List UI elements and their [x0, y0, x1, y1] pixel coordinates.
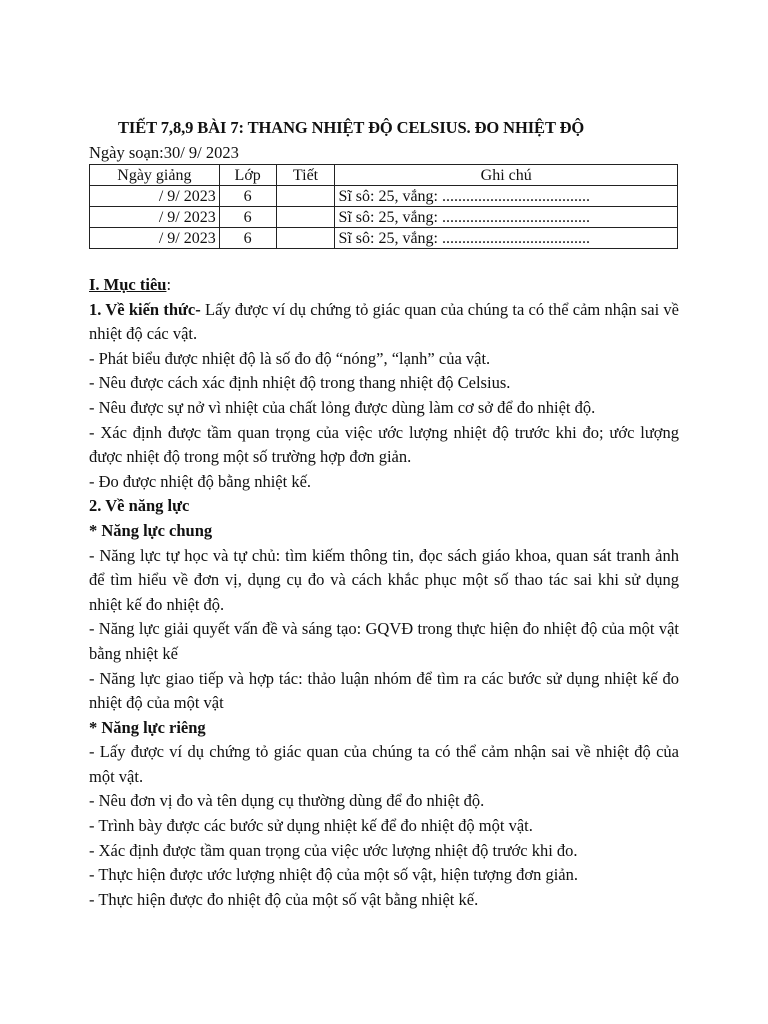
teaching-date-cell: / 9/ 2023: [90, 228, 220, 249]
list-item: - Xác định được tầm quan trọng của việc ước lượng nhiệt độ trước khi đo; ước lượng được nhiệt độ trong một số trường hợp đơn giản.: [89, 422, 679, 467]
knowledge-heading: 1. Về kiến thức-: [89, 299, 201, 319]
specific-competence-heading: * Năng lực riêng: [89, 717, 206, 737]
table-row: [90, 186, 678, 207]
knowledge-intro: Lấy được ví dụ chứng tỏ giác quan của chúng ta có thể cảm nhận sai về nhiệt độ các vật.: [89, 299, 680, 344]
class-cell: 6: [219, 207, 276, 228]
teaching-date-cell: / 9/ 2023: [90, 207, 220, 228]
note-cell: Sĩ sô: 25, vắng: .....................................: [335, 186, 678, 207]
list-item: - Thực hiện được ước lượng nhiệt độ của một số vật, hiện tượng đơn giản.: [89, 865, 578, 885]
list-item: - Nêu được cách xác định nhiệt độ trong thang nhiệt độ Celsius.: [89, 373, 511, 393]
general-competence-heading: * Năng lực chung: [89, 520, 213, 540]
period-cell: [276, 228, 335, 249]
objectives-heading-text: I. Mục tiêu: [89, 275, 167, 294]
list-item: - Năng lực giải quyết vấn đề và sáng tạo: GQVĐ trong thực hiện đo nhiệt độ của một vật bằng nhiệt kế: [89, 619, 679, 663]
list-item: - Lấy được ví dụ chứng tỏ giác quan của chúng ta có thể cảm nhận sai về nhiệt độ của một vật.: [89, 742, 679, 786]
list-item: - Nêu được sự nở vì nhiệt của chất lỏng được dùng làm cơ sở để đo nhiệt độ.: [89, 397, 596, 417]
list-item: - Năng lực tự học và tự chủ: tìm kiếm thông tin, đọc sách giáo khoa, quan sát tranh ảnh để tìm hiểu về đơn vị, dụng cụ đo và cách khắc phục một số thao tác sai khi sử dụng nhiệt kế đo nhiệt độ.: [89, 545, 679, 614]
header-period: Tiết: [276, 165, 335, 186]
teaching-date-cell: / 9/ 2023: [90, 186, 220, 207]
note-cell: Sĩ sô: 25, vắng: .....................................: [335, 207, 678, 228]
list-item: - Năng lực giao tiếp và hợp tác: thảo luận nhóm để tìm ra các bước sử dụng nhiệt kế đo nhiệt độ của một vật: [89, 668, 679, 713]
period-cell: [276, 186, 335, 207]
class-cell: 6: [219, 186, 276, 207]
objectives-heading-colon: :: [166, 275, 172, 294]
document-page: [89, 117, 679, 912]
list-item: - Đo được nhiệt độ bằng nhiệt kế.: [89, 471, 312, 491]
preparation-date: Ngày soạn:30/ 9/ 2023: [89, 143, 239, 162]
header-note: Ghi chú: [335, 165, 678, 186]
period-cell: [276, 207, 335, 228]
header-teaching-date: Ngày giảng: [90, 165, 220, 186]
list-item: - Phát biểu được nhiệt độ là số đo độ “nóng”, “lạnh” của vật.: [89, 348, 491, 368]
table-row: [90, 207, 678, 228]
table-row: [90, 228, 678, 249]
knowledge-paragraph: [89, 298, 679, 347]
schedule-header-row: [90, 165, 678, 186]
list-item: - Trình bày được các bước sử dụng nhiệt kế để đo nhiệt độ một vật.: [89, 816, 533, 836]
competence-heading: 2. Về năng lực: [89, 496, 190, 516]
objectives-heading: [89, 273, 679, 298]
list-item: - Nêu đơn vị đo và tên dụng cụ thường dùng để đo nhiệt độ.: [89, 791, 485, 811]
list-item: - Thực hiện được đo nhiệt độ của một số vật bằng nhiệt kế.: [89, 889, 479, 909]
lesson-title: TIẾT 7,8,9 BÀI 7: THANG NHIỆT ĐỘ CELSIUS. ĐO NHIỆT ĐỘ: [118, 118, 585, 137]
class-cell: 6: [219, 228, 276, 249]
objectives-section: [89, 273, 679, 912]
note-cell: Sĩ sô: 25, vắng: .....................................: [335, 228, 678, 249]
list-item: - Xác định được tầm quan trọng của việc ước lượng nhiệt độ trước khi đo.: [89, 840, 578, 860]
header-class: Lớp: [219, 165, 276, 186]
schedule-table: [89, 164, 678, 249]
